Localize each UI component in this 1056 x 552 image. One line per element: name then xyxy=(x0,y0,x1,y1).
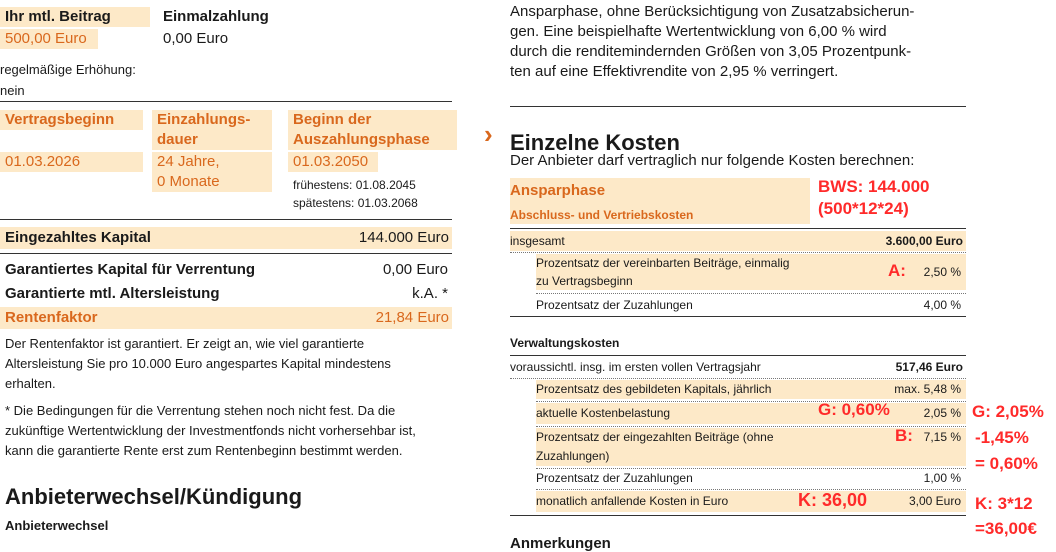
divider xyxy=(536,489,966,490)
admin-current-row xyxy=(536,403,966,424)
divider xyxy=(0,253,452,254)
admin-extra-label: Prozentsatz der Zuzahlungen xyxy=(536,471,693,485)
annotation-side-eq: = 0,60% xyxy=(975,454,1038,473)
payout-phase-value: 01.03.2050 xyxy=(288,152,378,172)
single-payment-value: 0,00 Euro xyxy=(163,30,229,47)
admin-current-value: 2,05 % xyxy=(923,406,961,420)
divider xyxy=(510,106,966,107)
guaranteed-capital-value: 0,00 Euro xyxy=(382,261,448,278)
annotation-b: B: xyxy=(895,426,913,445)
acquisition-extra-row xyxy=(536,298,966,312)
single-payment-label: Einmalzahlung xyxy=(163,8,269,25)
divider xyxy=(536,468,966,469)
admin-capital-value: max. 5,48 % xyxy=(894,382,961,396)
admin-monthly-row xyxy=(536,491,966,512)
annotation-a: A: xyxy=(888,261,906,280)
acquisition-total-row xyxy=(510,231,966,251)
annotation-side-minus: -1,45% xyxy=(975,428,1029,447)
monthly-contribution-label: Ihr mtl. Beitrag xyxy=(0,7,150,27)
acquisition-total-value: 3.600,00 Euro xyxy=(885,234,963,248)
admin-extra-value: 1,00 % xyxy=(923,471,961,485)
admin-total-label: voraussichtl. insg. im ersten vollen Vertragsjahr xyxy=(510,360,761,374)
payout-phase-label: Beginn der Auszahlungsphase xyxy=(288,110,457,150)
acquisition-percent-label: Prozentsatz der vereinbarten Beiträge, einmalig zu Vertragsbeginn xyxy=(536,254,818,290)
admin-costs-label: Verwaltungskosten xyxy=(510,336,620,350)
footnote: * Die Bedingungen für die Verrentung stehen noch nicht fest. Da die zukünftige Wertentwicklung der Investmentfonds nicht vorhersehbar ist, kann die garantierte Rente erst zum Rentenbeginn bestimmt werden. xyxy=(5,403,416,458)
guaranteed-pension-row xyxy=(5,283,448,305)
pension-factor-row xyxy=(0,307,452,329)
guaranteed-pension-value: k.A. * xyxy=(412,285,448,302)
payout-earliest: frühestens: 01.08.2045 xyxy=(293,178,416,192)
pension-factor-note: Der Rentenfaktor ist garantiert. Er zeigt an, wie viel garantierte Altersleistung Sie pro 10.000 Euro angespartes Kapital mindestens erhalten. xyxy=(5,336,391,391)
paid-in-capital-row xyxy=(0,227,452,249)
annotation-g: G: 0,60% xyxy=(818,400,890,419)
divider xyxy=(0,219,452,220)
section-title: Anbieterwechsel/Kündigung xyxy=(5,484,303,509)
annotation-side-k2: =36,00€ xyxy=(975,519,1037,538)
divider xyxy=(510,378,966,379)
savings-phase-header xyxy=(510,178,810,224)
annotation-side-k1: K: 3*12 xyxy=(975,494,1033,513)
divider xyxy=(510,252,966,253)
divider xyxy=(0,101,452,102)
guaranteed-pension-label: Garantierte mtl. Altersleistung xyxy=(5,285,220,302)
intro-paragraph: Ansparphase, ohne Berücksichtigung von Zusatzabsicherun- gen. Eine beispielhafte Wertentwicklung von 6,00 % wird durch die renditemindernden Größen von 3,05 Prozentpunk- ten auf eine Effektivrendite von 2,95 % verringert. xyxy=(510,3,915,80)
divider xyxy=(510,355,966,356)
admin-extra-row xyxy=(536,471,966,485)
admin-total-row xyxy=(510,360,966,374)
admin-monthly-label: monatlich anfallende Kosten in Euro xyxy=(536,494,729,508)
admin-paid-row: Prozentsatz der eingezahlten Beiträge (ohne Zuzahlungen) 7,15 % xyxy=(536,428,966,466)
notes-title: Anmerkungen xyxy=(510,535,611,552)
subsection-title: Anbieterwechsel xyxy=(5,518,109,533)
annotation-k: K: 36,00 xyxy=(798,490,868,510)
acquisition-extra-label: Prozentsatz der Zuzahlungen xyxy=(536,298,693,312)
annotation-side-g: G: 2,05% xyxy=(972,402,1044,421)
costs-subtitle: Der Anbieter darf vertraglich nur folgende Kosten berechnen: xyxy=(510,152,915,169)
paid-in-capital-value: 144.000 Euro xyxy=(358,229,449,246)
increase-label: regelmäßige Erhöhung: xyxy=(0,62,136,77)
divider xyxy=(510,515,966,516)
pension-factor-label: Rentenfaktor xyxy=(5,309,98,326)
costs-title: Einzelne Kosten xyxy=(510,130,680,155)
admin-monthly-value: 3,00 Euro xyxy=(908,494,961,508)
acquisition-percent-value: 2,50 % xyxy=(923,265,961,279)
admin-paid-value: 7,15 % xyxy=(923,430,961,444)
savings-phase-label: Ansparphase xyxy=(510,182,606,199)
payout-latest: spätestens: 01.03.2068 xyxy=(293,196,418,210)
divider xyxy=(510,316,966,317)
increase-value: nein xyxy=(0,83,25,98)
divider xyxy=(510,228,966,229)
admin-capital-label: Prozentsatz des gebildeten Kapitals, jährlich xyxy=(536,382,772,396)
acquisition-costs-label: Abschluss- und Vertriebskosten xyxy=(510,208,694,222)
admin-current-label: aktuelle Kostenbelastung xyxy=(536,406,671,420)
divider xyxy=(536,293,966,294)
chevron-right-icon: › xyxy=(484,119,493,149)
divider xyxy=(536,401,966,402)
payment-duration-value: 24 Jahre, 0 Monate xyxy=(152,152,272,192)
annotation-bws: BWS: 144.000 (500*12*24) xyxy=(818,177,930,218)
contract-start-label: Vertragsbeginn xyxy=(0,110,143,130)
paid-in-capital-label: Eingezahltes Kapital xyxy=(5,229,151,246)
admin-total-value: 517,46 Euro xyxy=(895,360,963,374)
pension-factor-value: 21,84 Euro xyxy=(375,309,449,326)
monthly-contribution-value: 500,00 Euro xyxy=(0,29,98,49)
guaranteed-capital-label: Garantiertes Kapital für Verrentung xyxy=(5,261,256,278)
acquisition-extra-value: 4,00 % xyxy=(923,298,961,312)
payment-duration-label: Einzahlungs- dauer xyxy=(152,110,272,150)
acquisition-total-label: insgesamt xyxy=(510,234,565,248)
admin-capital-row xyxy=(536,380,966,399)
contract-start-value: 01.03.2026 xyxy=(0,152,143,172)
guaranteed-capital-row xyxy=(5,259,448,281)
